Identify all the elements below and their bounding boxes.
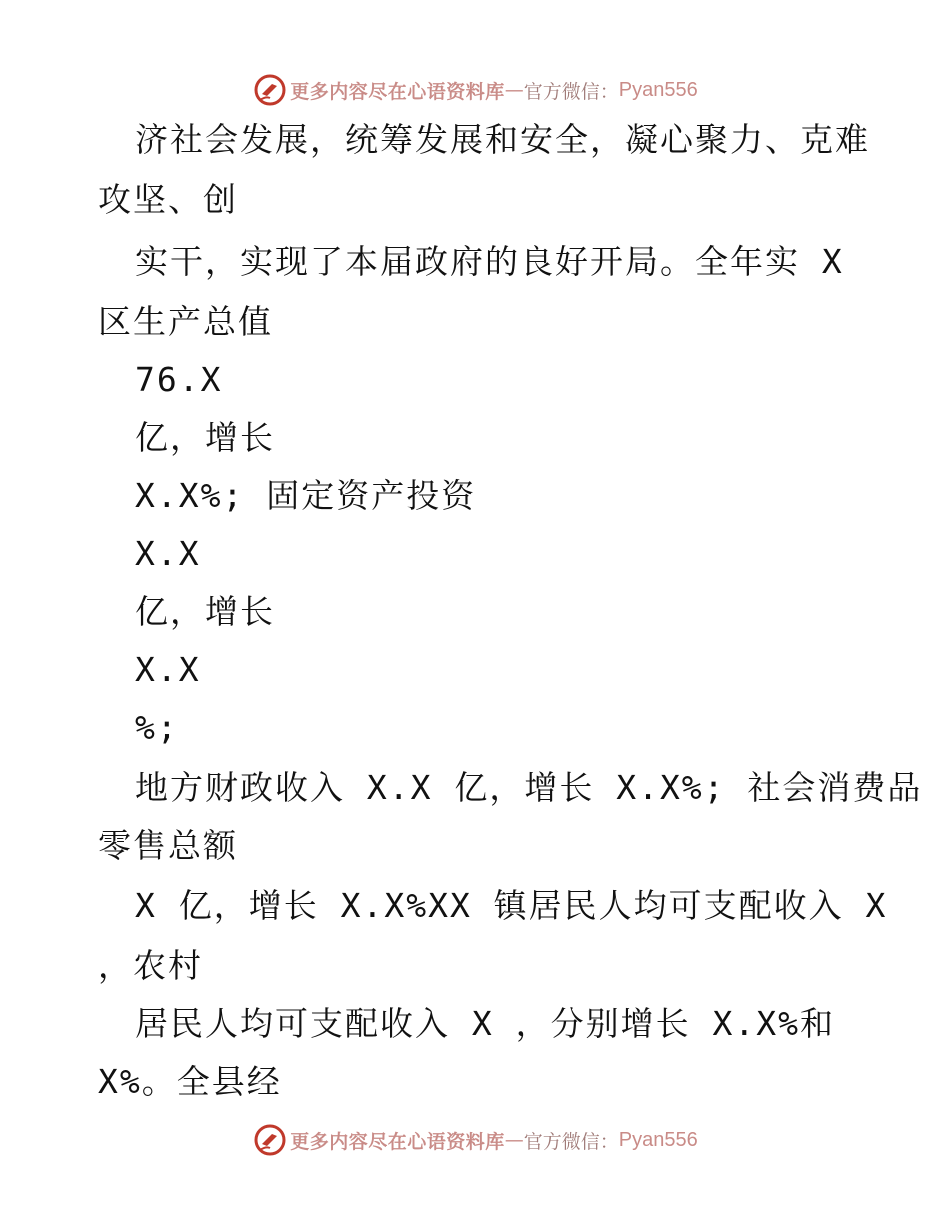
- header-banner: [0, 70, 950, 110]
- body-line: 零售总额: [98, 826, 238, 865]
- footer-banner: [0, 1120, 950, 1160]
- body-line: X 亿，增长 X.X%XX 镇居民人均可支配收入 X: [135, 886, 888, 925]
- body-line: 实干，实现了本届政府的良好开局。全年实 X: [135, 242, 844, 281]
- body-line: 亿，增长: [135, 418, 275, 457]
- footer-wechat-label: 官方微信：: [523, 1130, 619, 1153]
- body-line: 济社会发展，统筹发展和安全，凝心聚力、克难: [135, 120, 870, 159]
- body-line: 76.X: [135, 360, 223, 399]
- footer-wechat-id: Pyan556: [618, 1128, 698, 1151]
- footer-dash: —: [504, 1129, 524, 1151]
- body-line: X.X: [135, 534, 201, 573]
- body-line: X.X: [135, 650, 201, 689]
- body-line: ，农村: [98, 946, 203, 985]
- body-line: 地方财政收入 X.X 亿，增长 X.X%; 社会消费品: [135, 768, 923, 807]
- brand-logo-icon: [252, 72, 288, 108]
- brand-logo-icon: [252, 1122, 288, 1158]
- header-wechat-label: 官方微信：: [523, 80, 619, 103]
- footer-brand-text: 更多内容尽在心语资料库: [290, 1130, 505, 1153]
- body-line: 区生产总值: [98, 302, 273, 341]
- header-wechat-id: Pyan556: [618, 78, 698, 101]
- body-line: 攻坚、创: [98, 180, 238, 219]
- body-line: 居民人均可支配收入 X ，分别增长 X.X%和: [135, 1004, 835, 1043]
- body-line: X.X%; 固定资产投资: [135, 476, 477, 515]
- header-dash: —: [504, 79, 524, 101]
- body-line: %;: [135, 708, 179, 747]
- header-brand-text: 更多内容尽在心语资料库: [290, 80, 505, 103]
- body-line: X%。全县经: [98, 1062, 282, 1101]
- body-line: 亿，增长: [135, 592, 275, 631]
